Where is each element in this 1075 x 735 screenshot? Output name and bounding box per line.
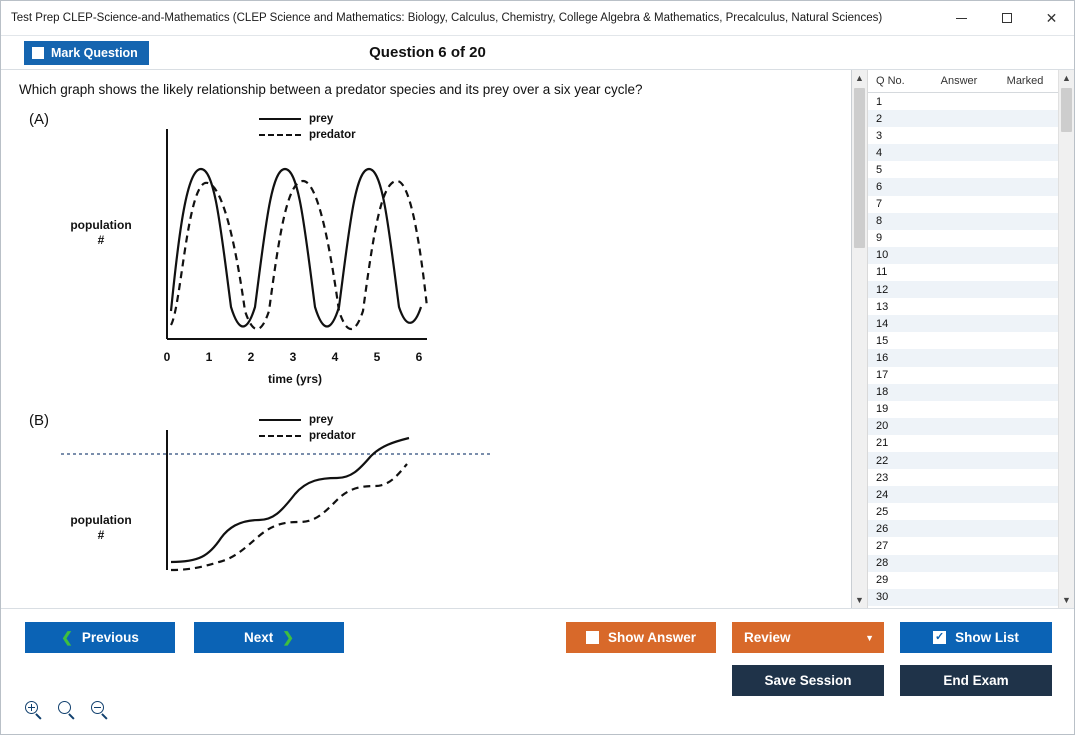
window-title: Test Prep CLEP-Science-and-Mathematics (CLEP Science and Mathematics: Biology, Calculus, Chemistry, College Algebra & Mathematics, Precalculus, Natural Sciences): [11, 12, 883, 24]
column-header-answer: Answer: [940, 75, 978, 87]
svg-text:6: 6: [415, 350, 423, 364]
table-row[interactable]: [868, 247, 1058, 264]
choice-a-figure: [59, 111, 837, 406]
table-row[interactable]: [868, 264, 1058, 281]
title-bar: [1, 1, 1074, 36]
table-row[interactable]: [868, 572, 1058, 589]
table-row[interactable]: [868, 178, 1058, 195]
svg-text:#: #: [97, 528, 105, 542]
column-header-qno: Q No.: [876, 75, 905, 87]
choice-a[interactable]: [19, 111, 837, 406]
save-session-button[interactable]: [732, 665, 884, 696]
table-row[interactable]: [868, 144, 1058, 161]
cell-qno: 4: [876, 146, 883, 159]
answer-list: [868, 70, 1058, 608]
cell-qno: 25: [876, 505, 889, 518]
legend-solid-line-icon: [259, 419, 301, 421]
legend-prey-label: prey: [309, 414, 334, 426]
table-row[interactable]: [868, 230, 1058, 247]
end-exam-button[interactable]: [900, 665, 1052, 696]
table-row[interactable]: [868, 196, 1058, 213]
table-row[interactable]: [868, 520, 1058, 537]
cell-qno: 5: [876, 163, 883, 176]
table-row[interactable]: [868, 161, 1058, 178]
cell-qno: 30: [876, 591, 889, 604]
table-row[interactable]: [868, 401, 1058, 418]
next-button[interactable]: [194, 622, 344, 653]
cell-qno: 14: [876, 317, 889, 330]
svg-text:#: #: [97, 233, 105, 247]
cell-qno: 29: [876, 574, 889, 587]
cell-qno: 10: [876, 249, 889, 262]
svg-text:2: 2: [247, 350, 255, 364]
cell-qno: 28: [876, 557, 889, 570]
cell-qno: 22: [876, 454, 889, 467]
table-row[interactable]: [868, 537, 1058, 554]
svg-text:3: 3: [289, 350, 297, 364]
show-list-button[interactable]: [900, 622, 1052, 653]
cell-qno: 7: [876, 198, 883, 211]
cell-qno: 20: [876, 420, 889, 433]
checkbox-icon: [32, 47, 44, 59]
legend-predator-label: predator: [309, 129, 356, 141]
list-scroll-thumb[interactable]: [1061, 88, 1072, 132]
legend-solid-line-icon: [259, 118, 301, 120]
cell-qno: 1: [876, 95, 883, 108]
table-row[interactable]: [868, 110, 1058, 127]
cell-qno: 15: [876, 334, 889, 347]
legend-dashed-line-icon: [259, 134, 301, 136]
column-header-marked: Marked: [1006, 75, 1044, 87]
answer-list-scrollbar[interactable]: [1058, 70, 1074, 608]
maximize-icon[interactable]: [984, 1, 1029, 35]
cell-qno: 2: [876, 112, 883, 125]
body-area: [1, 70, 1074, 608]
cell-qno: 3: [876, 129, 883, 142]
question-pane: [1, 70, 851, 608]
window-controls: [939, 1, 1074, 35]
zoom-icon[interactable]: [58, 701, 77, 720]
table-row[interactable]: [868, 555, 1058, 572]
status-line: [1, 729, 1074, 735]
table-row[interactable]: [868, 93, 1058, 110]
cell-qno: 13: [876, 300, 889, 313]
table-row[interactable]: [868, 332, 1058, 349]
svg-text:4: 4: [331, 350, 339, 364]
save-session-label: Save Session: [764, 673, 852, 688]
show-list-label: Show List: [955, 630, 1019, 645]
table-row[interactable]: [868, 469, 1058, 486]
table-row[interactable]: [868, 349, 1058, 366]
cell-qno: 12: [876, 283, 889, 296]
legend-prey-label: prey: [309, 113, 334, 125]
table-row[interactable]: [868, 435, 1058, 452]
table-row[interactable]: [868, 384, 1058, 401]
svg-text:population: population: [70, 218, 132, 232]
exam-header: [1, 36, 1074, 70]
choice-b-legend: [259, 412, 356, 444]
table-row[interactable]: [868, 418, 1058, 435]
checkbox-icon: [586, 631, 599, 644]
zoom-controls: [25, 701, 110, 720]
cell-qno: 6: [876, 181, 883, 194]
table-row[interactable]: [868, 452, 1058, 469]
cell-qno: 27: [876, 539, 889, 552]
table-row[interactable]: [868, 298, 1058, 315]
cell-qno: 18: [876, 386, 889, 399]
zoom-out-icon[interactable]: [91, 701, 110, 720]
question-text: Which graph shows the likely relationship between a predator species and its prey over a six year cycle?: [19, 82, 643, 97]
table-row[interactable]: [868, 486, 1058, 503]
content-scrollbar[interactable]: [852, 70, 868, 608]
scroll-down-icon[interactable]: ▼: [852, 592, 867, 608]
choice-b-figure: [59, 412, 837, 577]
predator-prey-oscillation-graph: [59, 111, 479, 401]
mark-question-label: Mark Question: [51, 45, 138, 60]
choice-a-legend: [259, 111, 356, 143]
cell-qno: 26: [876, 522, 889, 535]
table-row[interactable]: [868, 589, 1058, 606]
end-exam-label: End Exam: [943, 673, 1009, 688]
cell-qno: 8: [876, 215, 883, 228]
show-answer-label: Show Answer: [607, 630, 696, 645]
cell-qno: 19: [876, 403, 889, 416]
cell-qno: 17: [876, 369, 889, 382]
review-label: Review: [744, 630, 791, 645]
chevron-down-icon: ▼: [865, 632, 874, 643]
table-row[interactable]: [868, 503, 1058, 520]
svg-text:1: 1: [205, 350, 213, 364]
chevron-left-icon: ❮: [61, 629, 73, 645]
table-row[interactable]: [868, 367, 1058, 384]
cell-qno: 11: [876, 266, 888, 279]
previous-button[interactable]: [25, 622, 175, 653]
table-row[interactable]: [868, 281, 1058, 298]
scroll-thumb[interactable]: [854, 88, 865, 248]
cell-qno: 21: [876, 437, 889, 450]
answer-list-rows[interactable]: [868, 93, 1058, 608]
choice-b[interactable]: [19, 412, 837, 577]
zoom-in-icon[interactable]: [25, 701, 44, 720]
list-scroll-down-icon[interactable]: ▼: [1059, 592, 1074, 608]
cell-qno: 9: [876, 232, 883, 245]
table-row[interactable]: [868, 127, 1058, 144]
list-scroll-up-icon[interactable]: ▲: [1059, 70, 1074, 86]
show-answer-button[interactable]: [566, 622, 716, 653]
choice-b-label: (B): [29, 412, 49, 429]
cell-qno: 23: [876, 471, 889, 484]
table-row[interactable]: [868, 213, 1058, 230]
footer-toolbar: [1, 608, 1074, 735]
legend-predator-label: predator: [309, 430, 356, 442]
question-counter: Question 6 of 20: [369, 44, 486, 61]
mark-question-button[interactable]: [24, 41, 149, 65]
previous-label: Previous: [81, 630, 139, 645]
svg-text:population: population: [70, 513, 132, 527]
table-row[interactable]: [868, 315, 1058, 332]
svg-text:0: 0: [163, 350, 171, 364]
answer-list-panel: [851, 70, 1074, 608]
cell-qno: 16: [876, 351, 889, 364]
answer-list-header: [868, 70, 1058, 93]
svg-text:5: 5: [373, 350, 381, 364]
legend-dashed-line-icon: [259, 435, 301, 437]
cell-qno: 24: [876, 488, 889, 501]
choice-a-label: (A): [29, 111, 49, 128]
review-dropdown[interactable]: [732, 622, 884, 653]
svg-text:time (yrs): time (yrs): [267, 372, 323, 386]
next-label: Next: [244, 630, 274, 645]
chevron-right-icon: ❯: [282, 629, 294, 645]
checkbox-checked-icon: ✓: [935, 631, 945, 643]
scroll-up-icon[interactable]: ▲: [852, 70, 867, 86]
close-icon[interactable]: ✕: [1045, 9, 1058, 26]
minimize-icon[interactable]: [939, 1, 984, 35]
